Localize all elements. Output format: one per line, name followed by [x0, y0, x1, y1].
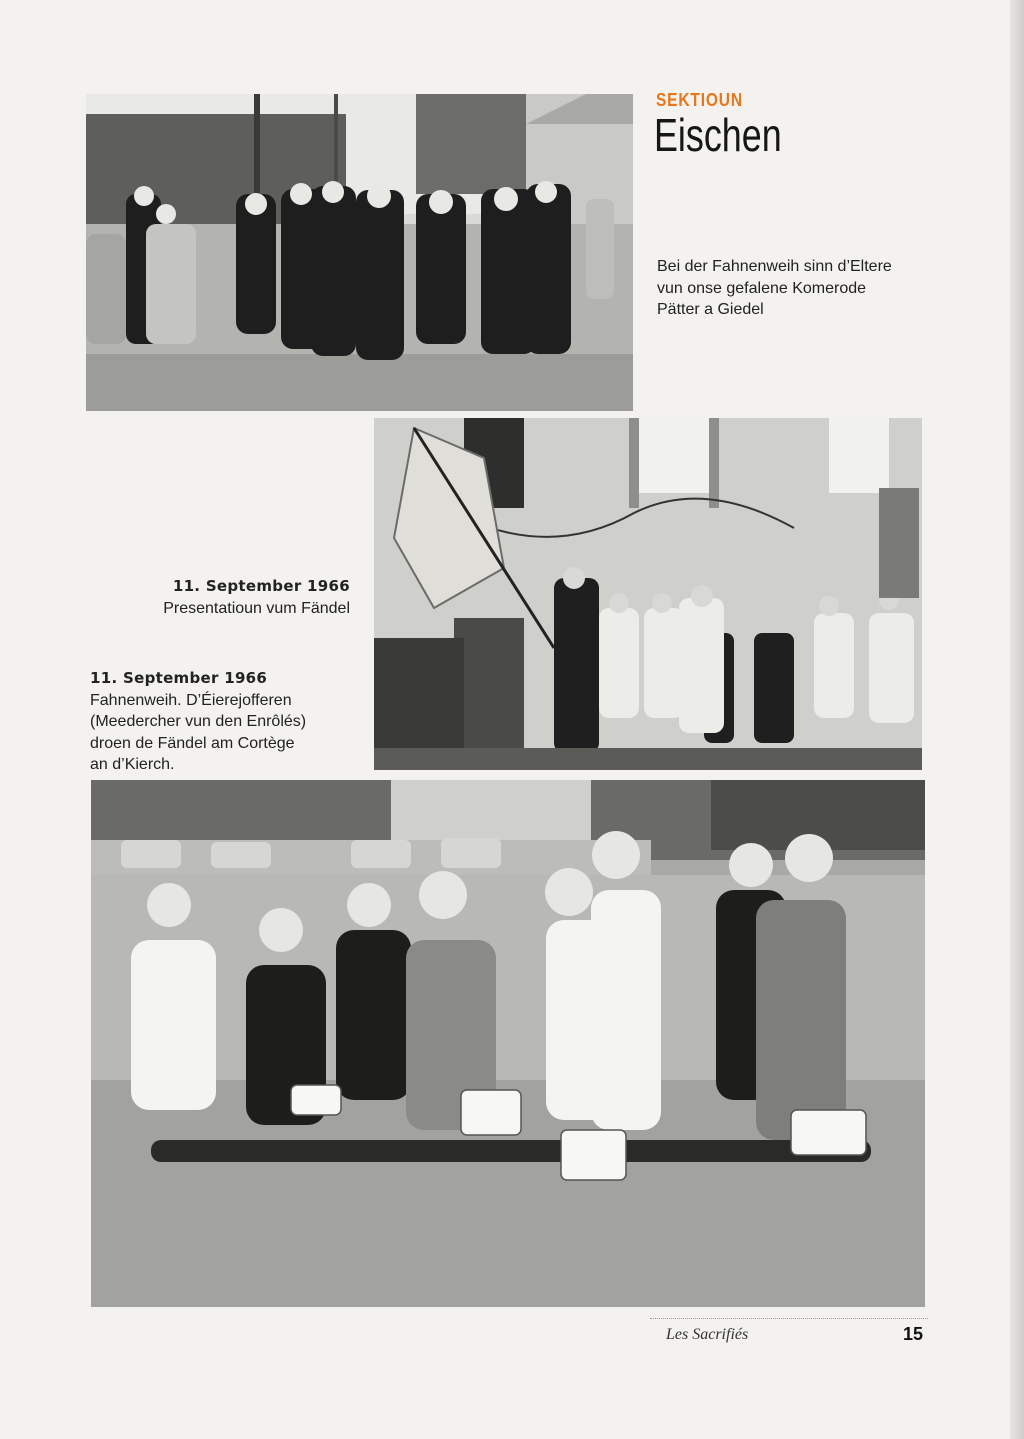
caption-text: Presentatioun vum Fändel — [163, 599, 350, 617]
caption-line: vun onse gefalene Komerode — [657, 279, 867, 297]
caption-line: Bei der Fahnenweih sinn d’Eltere — [657, 258, 892, 275]
caption-date: 11. September 1966 — [172, 577, 350, 595]
footer-publication-title: Les Sacrifiés — [666, 1326, 749, 1343]
caption-parents — [657, 256, 927, 321]
section-kicker: SEKTIOUN — [656, 90, 743, 110]
caption-line: (Meedercher vun den Enrôlés) — [90, 713, 307, 730]
caption-line: Fahnenweih. D’Éierejofferen — [90, 691, 292, 709]
caption-line: an d’Kierch. — [90, 756, 175, 773]
section-title: Eischen — [654, 109, 782, 161]
photo-girls-cortege — [91, 780, 925, 1307]
footer-rule — [650, 1318, 928, 1319]
page-number: 15 — [903, 1324, 924, 1344]
page-edge — [1010, 0, 1024, 1439]
caption-line: droen de Fändel am Cortège — [90, 734, 295, 752]
caption-date: 11. September 1966 — [90, 669, 268, 687]
caption-line: Pätter a Giedel — [657, 301, 764, 318]
caption-blessing — [90, 668, 365, 776]
photo-parents-group — [86, 94, 633, 411]
caption-presentation — [120, 576, 350, 619]
photo-flag-presentation — [374, 418, 922, 770]
